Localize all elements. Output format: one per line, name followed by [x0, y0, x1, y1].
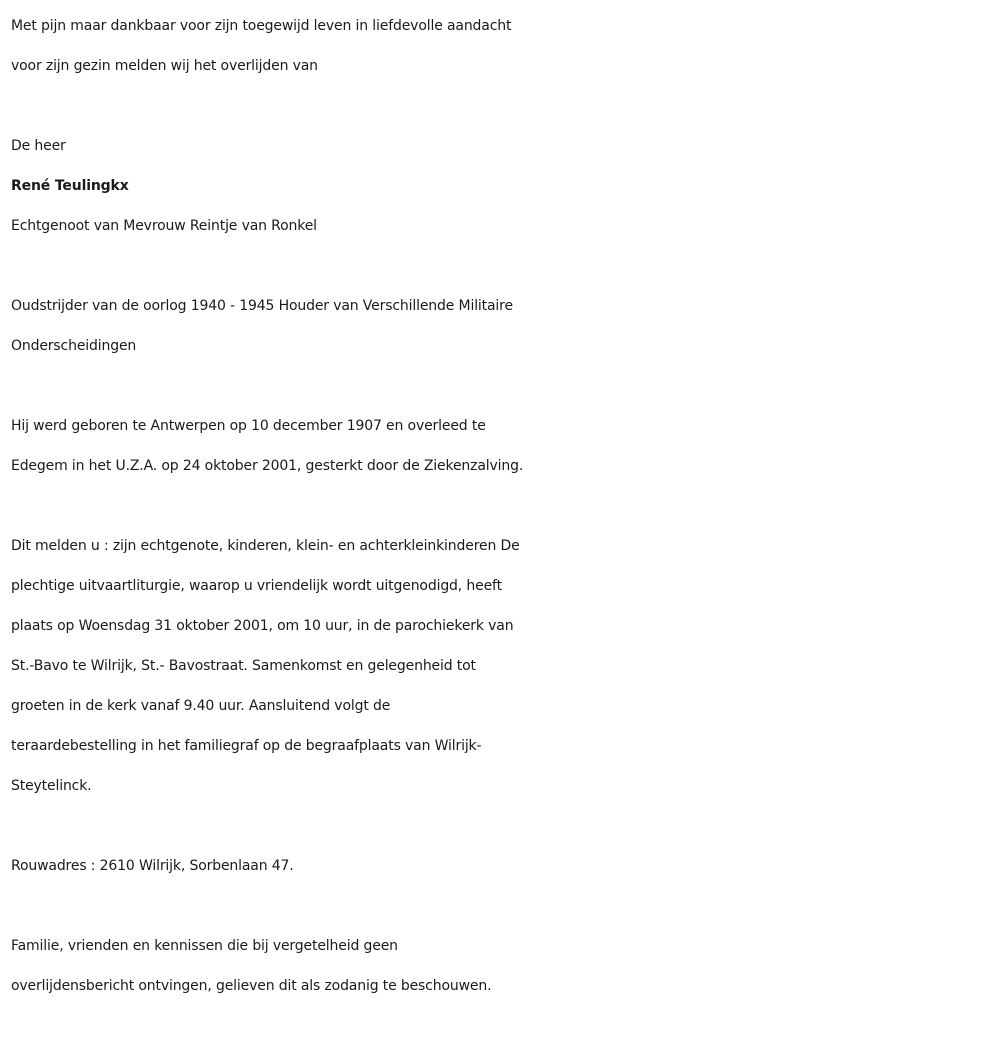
closing-line-2: overlijdensbericht ontvingen, gelieven dit als zodanig te beschouwen. — [11, 978, 492, 994]
mourning-address: Rouwadres : 2610 Wilrijk, Sorbenlaan 47. — [11, 858, 294, 874]
birth-death-line-2: Edegem in het U.Z.A. op 24 oktober 2001, gesterkt door de Ziekenzalving. — [11, 458, 524, 474]
spacer — [11, 806, 1000, 846]
intro-line-2: voor zijn gezin melden wij het overlijden van — [11, 58, 318, 74]
funeral-line-1: Dit melden u : zijn echtgenote, kinderen, klein- en achterkleinkinderen De — [11, 538, 520, 554]
funeral-line-3: plaats op Woensdag 31 oktober 2001, om 10 uur, in de parochiekerk van — [11, 618, 514, 634]
veteran-line-1: Oudstrijder van de oorlog 1940 - 1945 Houder van Verschillende Militaire — [11, 298, 513, 314]
spouse-line: Echtgenoot van Mevrouw Reintje van Ronkel — [11, 218, 317, 234]
spacer — [11, 86, 1000, 126]
funeral-line-4: St.-Bavo te Wilrijk, St.- Bavostraat. Samenkomst en gelegenheid tot — [11, 658, 476, 674]
funeral-line-7: Steytelinck. — [11, 778, 92, 794]
closing-line-1: Familie, vrienden en kennissen die bij vergetelheid geen — [11, 938, 398, 954]
salutation: De heer — [11, 138, 66, 154]
spacer — [11, 246, 1000, 286]
veteran-line-2: Onderscheidingen — [11, 338, 137, 354]
spacer — [11, 366, 1000, 406]
spacer — [11, 886, 1000, 926]
birth-death-line-1: Hij werd geboren te Antwerpen op 10 december 1907 en overleed te — [11, 418, 486, 434]
funeral-line-6: teraardebestelling in het familiegraf op de begraafplaats van Wilrijk- — [11, 738, 482, 754]
spacer — [11, 486, 1000, 526]
deceased-name: René Teulingkx — [11, 178, 129, 194]
funeral-line-5: groeten in de kerk vanaf 9.40 uur. Aansluitend volgt de — [11, 698, 391, 714]
funeral-line-2: plechtige uitvaartliturgie, waarop u vriendelijk wordt uitgenodigd, heeft — [11, 578, 502, 594]
intro-line-1: Met pijn maar dankbaar voor zijn toegewijd leven in liefdevolle aandacht — [11, 18, 512, 34]
